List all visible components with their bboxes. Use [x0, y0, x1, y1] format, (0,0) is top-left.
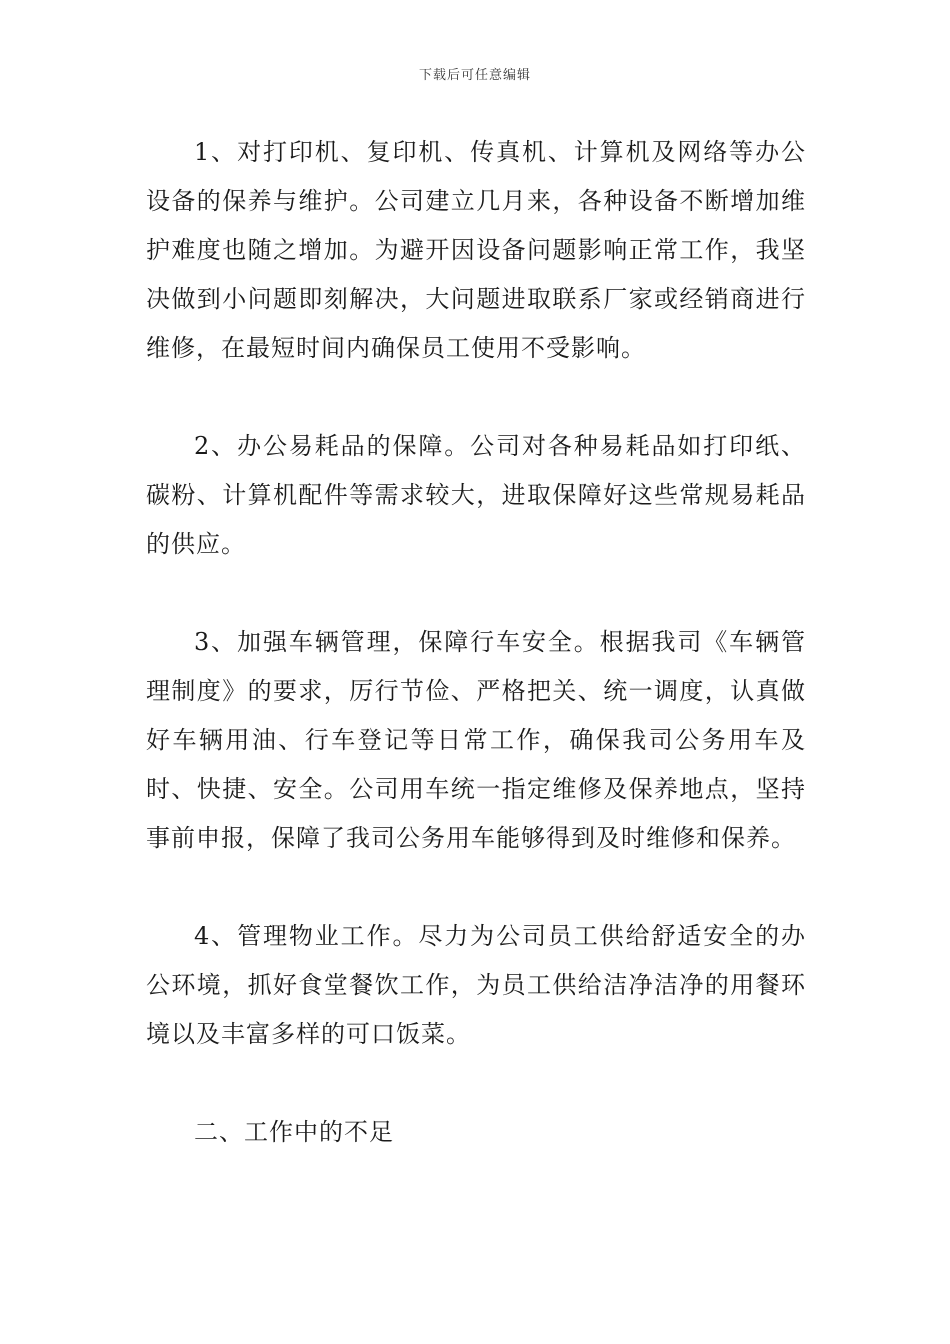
- paragraph-spacer: [146, 863, 806, 912]
- page-header: 下载后可任意编辑: [418, 68, 531, 83]
- section-heading-shortcomings: 二、工作中的不足: [194, 1118, 394, 1146]
- paragraph-property-management: 4、管理物业工作。尽力为公司员工供给舒适安全的办公环境，抓好食堂餐饮工作，为员工供给洁净洁净的用餐环境以及丰富多样的可口饭菜。: [146, 922, 806, 1048]
- paragraph-spacer: [146, 373, 806, 422]
- paragraph-spacer: [146, 1059, 806, 1108]
- paragraph-equipment-maintenance: 1、对打印机、复印机、传真机、计算机及网络等办公设备的保养与维护。公司建立几月来，各种设备不断增加维护难度也随之增加。为避开因设备问题影响正常工作，我坚决做到小问题即刻解决，大问题进取联系厂家或经销商进行维修，在最短时间内确保员工使用不受影响。: [146, 138, 806, 362]
- document-body: [146, 128, 806, 1157]
- paragraph-office-supplies: 2、办公易耗品的保障。公司对各种易耗品如打印纸、碳粉、计算机配件等需求较大，进取保障好这些常规易耗品的供应。: [146, 432, 806, 558]
- paragraph-vehicle-management: 3、加强车辆管理，保障行车安全。根据我司《车辆管理制度》的要求，厉行节俭、严格把关、统一调度，认真做好车辆用油、行车登记等日常工作，确保我司公务用车及时、快捷、安全。公司用车统一指定维修及保养地点，坚持事前申报，保障了我司公务用车能够得到及时维修和保养。: [146, 628, 806, 852]
- paragraph-spacer: [146, 569, 806, 618]
